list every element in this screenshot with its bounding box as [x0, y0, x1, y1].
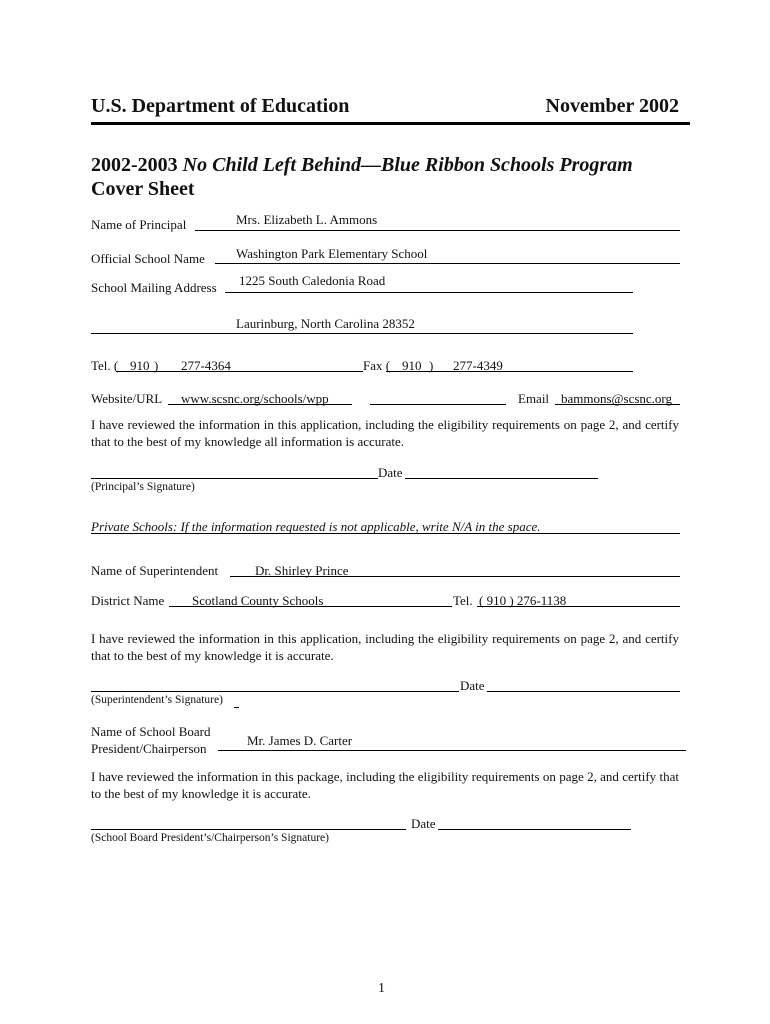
email-field[interactable]: bammons@scsnc.org [561, 391, 673, 406]
agency-name: U.S. Department of Education [91, 95, 350, 117]
superintendent-certification-text: I have reviewed the information in this application, including the eligibility requirements on page 2, and certify that to the best of my knowledge it is accurate. [91, 631, 679, 663]
tel-number-field[interactable]: 277-4364 [181, 358, 231, 373]
email-underline [555, 404, 680, 405]
board-label-line2: President/Chairperson [91, 741, 207, 756]
page-subtitle: Cover Sheet [91, 178, 195, 200]
board-date-label: Date [411, 816, 436, 831]
superintendent-date-label: Date [460, 678, 485, 693]
website-underline-extra [370, 404, 506, 405]
fax-area-field[interactable]: 910 [402, 358, 422, 373]
page-number: 1 [378, 981, 385, 996]
school-name-label: Official School Name [91, 251, 205, 266]
district-label: District Name [91, 593, 165, 608]
superintendent-caption-tail [234, 707, 239, 708]
board-president-name-field[interactable]: Mr. James D. Carter [247, 733, 353, 748]
title-years: 2002-2003 [91, 154, 183, 176]
board-signature-line[interactable] [91, 829, 406, 830]
private-note-underline [91, 533, 680, 534]
superintendent-signature-line[interactable] [91, 691, 459, 692]
principal-date-line[interactable] [405, 478, 598, 479]
website-underline [168, 404, 352, 405]
address-underline-2 [91, 333, 633, 334]
superintendent-date-line[interactable] [487, 691, 680, 692]
header-date: November 2002 [545, 95, 679, 117]
address-underline-1 [225, 292, 633, 293]
school-name-field[interactable]: Washington Park Elementary School [236, 246, 428, 261]
district-tel-field[interactable]: ( 910 ) 276-1138 [479, 593, 567, 608]
website-label: Website/URL [91, 391, 163, 406]
fax-underline [386, 371, 633, 372]
district-tel-label: Tel. [453, 593, 473, 608]
board-label-line1: Name of School Board [91, 724, 211, 739]
private-schools-note: Private Schools: If the information requested is not applicable, write N/A in the space. [91, 519, 541, 534]
address-line2-field[interactable]: Laurinburg, North Carolina 28352 [236, 316, 415, 331]
website-field[interactable]: www.scsnc.org/schools/wpp [181, 391, 329, 406]
principal-date-label: Date [378, 465, 403, 480]
board-signature-caption: (School Board President’s/Chairperson’s Signature) [91, 832, 329, 844]
superintendent-name-field[interactable]: Dr. Shirley Prince [255, 563, 349, 578]
board-underline [218, 750, 686, 751]
page-title [91, 153, 633, 177]
principal-signature-line[interactable] [91, 478, 378, 479]
board-certification-text: I have reviewed the information in this package, including the eligibility requirements on page 2, and certify that to the best of my knowledge it is accurate. [91, 769, 679, 801]
school-name-underline [215, 263, 680, 264]
tel-underline [116, 371, 363, 372]
principal-underline [195, 230, 680, 231]
superintendent-signature-caption: (Superintendent’s Signature) [91, 694, 223, 706]
address-line1-field[interactable]: 1225 South Caledonia Road [239, 273, 386, 288]
fax-label: Fax ( [363, 358, 391, 373]
fax-number-field[interactable]: 277-4349 [453, 358, 503, 373]
district-name-field[interactable]: Scotland County Schools [192, 593, 324, 608]
principal-certification-text: I have reviewed the information in this application, including the eligibility requirements on page 2, and certify that to the best of my knowledge all information is accurate. [91, 417, 679, 449]
title-program: No Child Left Behind—Blue Ribbon Schools Program [182, 154, 633, 176]
header-rule [91, 122, 690, 125]
fax-close-paren: ) [429, 358, 434, 373]
email-label: Email [518, 391, 550, 406]
board-date-line[interactable] [438, 829, 631, 830]
tel-area-field[interactable]: 910 [130, 358, 150, 373]
superintendent-label: Name of Superintendent [91, 563, 219, 578]
principal-name-field[interactable]: Mrs. Elizabeth L. Ammons [236, 212, 378, 227]
tel-close-paren: ) [154, 358, 159, 373]
principal-label: Name of Principal [91, 217, 187, 232]
address-label: School Mailing Address [91, 280, 217, 295]
principal-signature-caption: (Principal’s Signature) [91, 481, 195, 493]
tel-label: Tel. ( [91, 358, 119, 373]
